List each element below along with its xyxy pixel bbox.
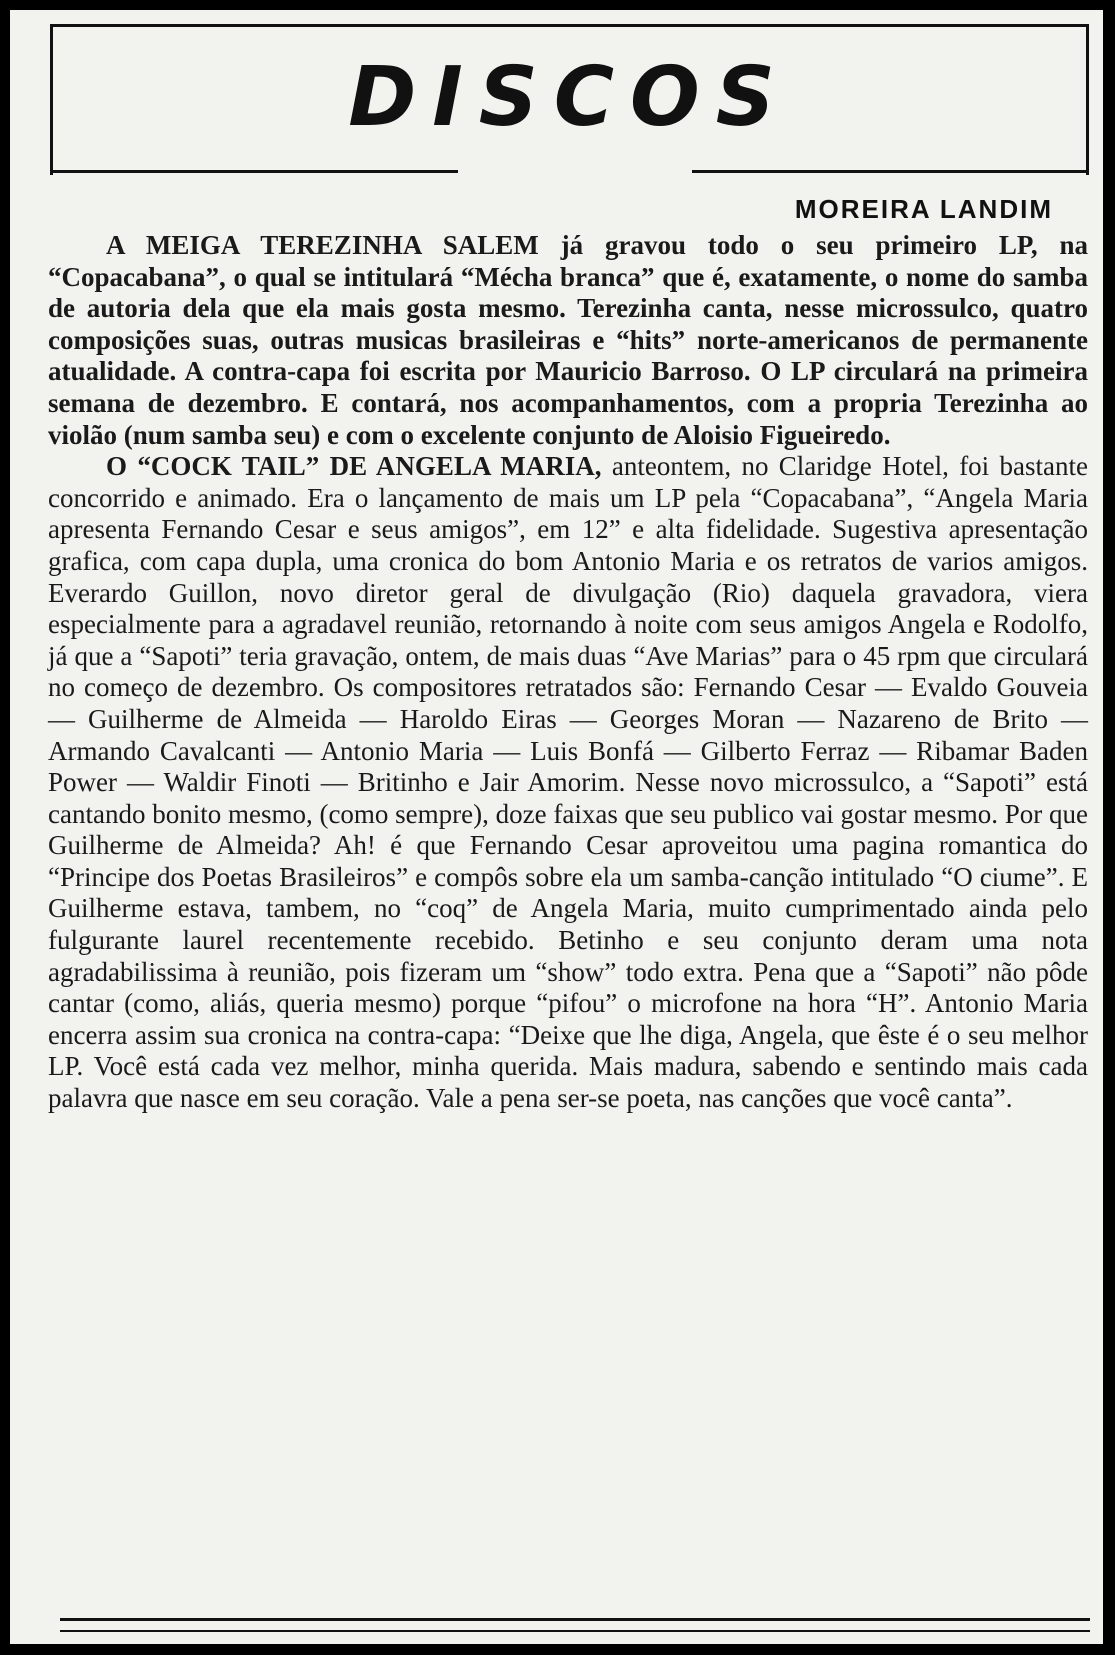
paragraph-angela-maria [48, 451, 1088, 1114]
title-frame-rule-left [50, 170, 458, 173]
paragraph-terezinha-salem: A MEIGA TEREZINHA SALEM já gravou todo o seu primeiro LP, na “Copacabana”, o qual se intitulará “Mécha branca” que é, exatamente, o nome do samba de autoria dela que ela mais gosta mesmo. Terezinha canta, nesse microssulco, quatro composições suas, outras musicas brasileiras e “hits” norte-americanos de permanente atualidade. A contra-capa foi escrita por Mauricio Barroso. O LP circulará na primeira semana de dezembro. E contará, nos acompanhamentos, com a propria Terezinha ao violão (num samba seu) e com o excelente conjunto de Aloisio Figueiredo. [48, 230, 1088, 450]
title-frame [50, 24, 1089, 175]
article-body [48, 230, 1088, 1115]
title-frame-rule-right [692, 170, 1089, 173]
author-byline: MOREIRA LANDIM [794, 194, 1053, 224]
column-title: DISCOS [348, 50, 791, 145]
bottom-rule-thin [60, 1630, 1090, 1632]
newspaper-clipping [10, 10, 1103, 1644]
bottom-rule [60, 1618, 1090, 1621]
paragraph-text: anteontem, no Claridge Hotel, foi bastante concorrido e animado. Era o lançamento de mais um LP pela “Copacabana”, “Angela Maria apresenta Fernando Cesar e seus amigos”, em 12” e alta fidelidade. Sugestiva apresentação grafica, com capa dupla, uma cronica do bom Antonio Maria e os retratos de varios amigos. Everardo Guillon, novo diretor geral de divulgação (Rio) daquela gravadora, viera especialmente para a agradavel reunião, retornando à noite com seus amigos Angela e Rodolfo, já que a “Sapoti” teria gravação, ontem, de mais duas “Ave Marias” para o 45 rpm que circulará no começo de dezembro. Os compositores retratados são: Fernando Cesar — Evaldo Gouveia — Guilherme de Almeida — Haroldo Eiras — Georges Moran — Nazareno de Brito — Armando Cavalcanti — Antonio Maria — Luis Bonfá — Gilberto Ferraz — Ribamar Baden Power — Waldir Finoti — Britinho e Jair Amorim. Nesse novo microssulco, a “Sapoti” está cantando bonito mesmo, (como sempre), doze faixas que seu publico vai gostar mesmo. Por que Guilherme de Almeida? Ah! é que Fernando Cesar aproveitou uma pagina romantica do “Principe dos Poetas Brasileiros” e compôs sobre ela um samba-canção intitulado “O ciume”. E Guilherme estava, tambem, no “coq” de Angela Maria, muito cumprimentado ainda pelo fulgurante laurel recentemente recebido. Betinho e seu conjunto deram uma nota agradabilissima à reunião, pois fizeram um “show” todo extra. Pena que a “Sapoti” não pôde cantar (como, aliás, queria mesmo) porque “pifou” o microfone na hora “H”. Antonio Maria encerra assim sua cronica na contra-capa: “Deixe que lhe diga, Angela, que êste é o seu melhor LP. Você está cada vez melhor, minha querida. Mais madura, sabendo e sentindo mais cada palavra que nasce em seu coração. Vale a pena ser-se poeta, nas canções que você canta”. [48, 451, 1088, 1114]
paragraph-lead: O “COCK TAIL” DE ANGELA MARIA, [106, 451, 602, 482]
